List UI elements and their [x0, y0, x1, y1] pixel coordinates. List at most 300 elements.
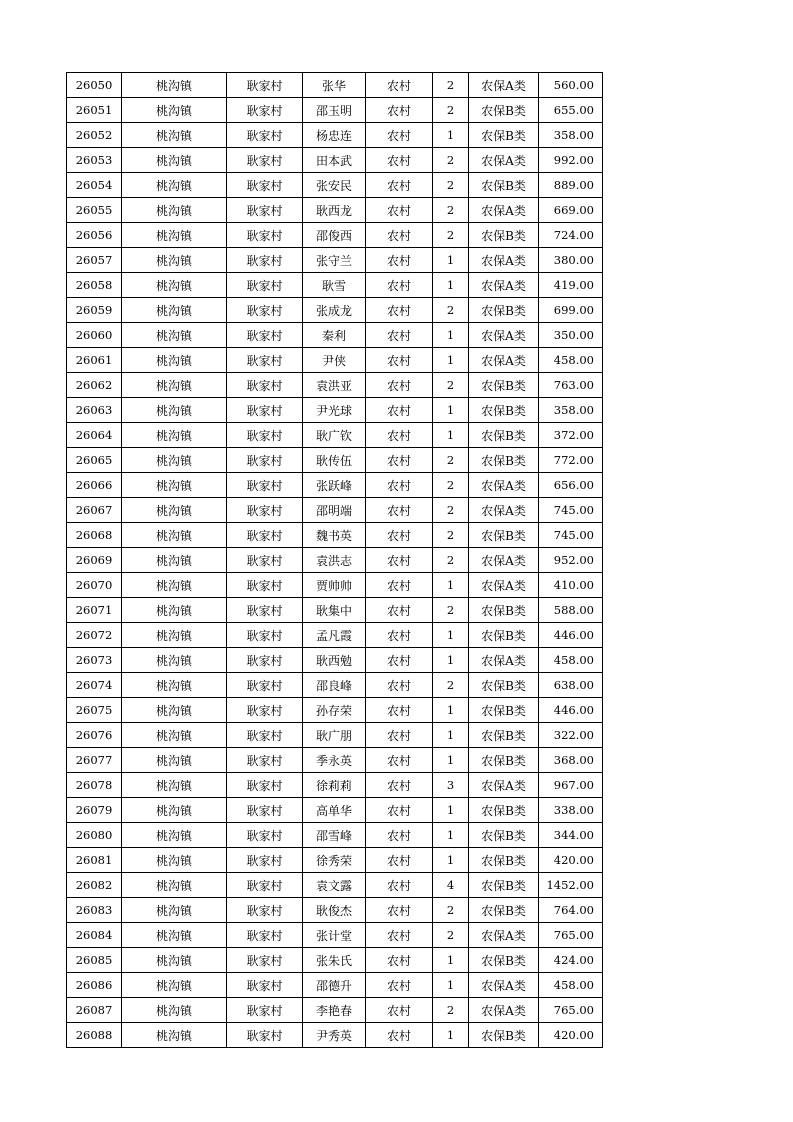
- village-cell: 耿家村: [227, 623, 303, 648]
- town-cell: 桃沟镇: [122, 448, 227, 473]
- household-type-cell: 农村: [366, 523, 433, 548]
- person-name-cell: 袁文露: [303, 873, 366, 898]
- village-cell: 耿家村: [227, 373, 303, 398]
- amount-cell: 419.00: [539, 273, 603, 298]
- record-id-cell: 26085: [67, 948, 122, 973]
- table-row: [67, 198, 603, 223]
- record-id-cell: 26064: [67, 423, 122, 448]
- record-id-cell: 26057: [67, 248, 122, 273]
- person-name-cell: 耿西勉: [303, 648, 366, 673]
- household-type-cell: 农村: [366, 148, 433, 173]
- insurance-category-cell: 农保B类: [469, 373, 539, 398]
- record-id-cell: 26076: [67, 723, 122, 748]
- amount-cell: 358.00: [539, 123, 603, 148]
- member-count-cell: 1: [433, 348, 469, 373]
- table-row: [67, 398, 603, 423]
- household-type-cell: 农村: [366, 723, 433, 748]
- insurance-category-cell: 农保B类: [469, 523, 539, 548]
- amount-cell: 446.00: [539, 623, 603, 648]
- table-row: [67, 598, 603, 623]
- amount-cell: 420.00: [539, 1023, 603, 1048]
- village-cell: 耿家村: [227, 323, 303, 348]
- amount-cell: 424.00: [539, 948, 603, 973]
- table-row: [67, 1023, 603, 1048]
- record-id-cell: 26077: [67, 748, 122, 773]
- person-name-cell: 尹侠: [303, 348, 366, 373]
- town-cell: 桃沟镇: [122, 473, 227, 498]
- town-cell: 桃沟镇: [122, 498, 227, 523]
- record-id-cell: 26079: [67, 798, 122, 823]
- town-cell: 桃沟镇: [122, 923, 227, 948]
- town-cell: 桃沟镇: [122, 148, 227, 173]
- household-type-cell: 农村: [366, 273, 433, 298]
- member-count-cell: 2: [433, 498, 469, 523]
- record-id-cell: 26055: [67, 198, 122, 223]
- member-count-cell: 1: [433, 798, 469, 823]
- record-id-cell: 26051: [67, 98, 122, 123]
- table-row: [67, 323, 603, 348]
- household-type-cell: 农村: [366, 448, 433, 473]
- table-row: [67, 898, 603, 923]
- record-id-cell: 26066: [67, 473, 122, 498]
- household-type-cell: 农村: [366, 823, 433, 848]
- table-row: [67, 448, 603, 473]
- household-type-cell: 农村: [366, 498, 433, 523]
- village-cell: 耿家村: [227, 648, 303, 673]
- village-cell: 耿家村: [227, 548, 303, 573]
- amount-cell: 765.00: [539, 923, 603, 948]
- person-name-cell: 张跃峰: [303, 473, 366, 498]
- member-count-cell: 2: [433, 298, 469, 323]
- town-cell: 桃沟镇: [122, 848, 227, 873]
- table-row: [67, 73, 603, 98]
- person-name-cell: 邵俊西: [303, 223, 366, 248]
- village-cell: 耿家村: [227, 673, 303, 698]
- village-cell: 耿家村: [227, 348, 303, 373]
- record-id-cell: 26073: [67, 648, 122, 673]
- member-count-cell: 2: [433, 98, 469, 123]
- insurance-category-cell: 农保B类: [469, 948, 539, 973]
- insurance-category-cell: 农保B类: [469, 748, 539, 773]
- village-cell: 耿家村: [227, 148, 303, 173]
- table-row: [67, 648, 603, 673]
- town-cell: 桃沟镇: [122, 398, 227, 423]
- person-name-cell: 张安民: [303, 173, 366, 198]
- town-cell: 桃沟镇: [122, 548, 227, 573]
- town-cell: 桃沟镇: [122, 198, 227, 223]
- table-row: [67, 873, 603, 898]
- person-name-cell: 张计堂: [303, 923, 366, 948]
- insurance-category-cell: 农保A类: [469, 973, 539, 998]
- town-cell: 桃沟镇: [122, 823, 227, 848]
- amount-cell: 380.00: [539, 248, 603, 273]
- member-count-cell: 2: [433, 173, 469, 198]
- town-cell: 桃沟镇: [122, 423, 227, 448]
- table-row: [67, 348, 603, 373]
- insurance-category-cell: 农保A类: [469, 198, 539, 223]
- person-name-cell: 孙存荣: [303, 698, 366, 723]
- village-cell: 耿家村: [227, 498, 303, 523]
- town-cell: 桃沟镇: [122, 898, 227, 923]
- table-row: [67, 923, 603, 948]
- person-name-cell: 杨忠连: [303, 123, 366, 148]
- town-cell: 桃沟镇: [122, 798, 227, 823]
- household-type-cell: 农村: [366, 298, 433, 323]
- table-row: [67, 148, 603, 173]
- table-row: [67, 473, 603, 498]
- amount-cell: 765.00: [539, 998, 603, 1023]
- member-count-cell: 2: [433, 448, 469, 473]
- household-type-cell: 农村: [366, 423, 433, 448]
- household-type-cell: 农村: [366, 198, 433, 223]
- insurance-category-cell: 农保B类: [469, 223, 539, 248]
- town-cell: 桃沟镇: [122, 873, 227, 898]
- amount-cell: 669.00: [539, 198, 603, 223]
- table-row: [67, 223, 603, 248]
- household-type-cell: 农村: [366, 648, 433, 673]
- town-cell: 桃沟镇: [122, 323, 227, 348]
- amount-cell: 967.00: [539, 773, 603, 798]
- member-count-cell: 2: [433, 73, 469, 98]
- village-cell: 耿家村: [227, 248, 303, 273]
- table-row: [67, 623, 603, 648]
- table-body: [67, 73, 603, 1048]
- person-name-cell: 邵雪峰: [303, 823, 366, 848]
- record-id-cell: 26053: [67, 148, 122, 173]
- person-name-cell: 邵德升: [303, 973, 366, 998]
- person-name-cell: 徐莉莉: [303, 773, 366, 798]
- village-cell: 耿家村: [227, 123, 303, 148]
- amount-cell: 656.00: [539, 473, 603, 498]
- village-cell: 耿家村: [227, 823, 303, 848]
- record-id-cell: 26084: [67, 923, 122, 948]
- insurance-category-cell: 农保B类: [469, 598, 539, 623]
- member-count-cell: 1: [433, 573, 469, 598]
- insurance-category-cell: 农保A类: [469, 273, 539, 298]
- person-name-cell: 耿广朋: [303, 723, 366, 748]
- person-name-cell: 孟凡霞: [303, 623, 366, 648]
- member-count-cell: 2: [433, 673, 469, 698]
- member-count-cell: 1: [433, 948, 469, 973]
- household-type-cell: 农村: [366, 573, 433, 598]
- member-count-cell: 2: [433, 373, 469, 398]
- record-id-cell: 26068: [67, 523, 122, 548]
- person-name-cell: 张朱氏: [303, 948, 366, 973]
- person-name-cell: 贾帅帅: [303, 573, 366, 598]
- village-cell: 耿家村: [227, 598, 303, 623]
- insurance-category-cell: 农保B类: [469, 123, 539, 148]
- person-name-cell: 耿广钦: [303, 423, 366, 448]
- table-row: [67, 498, 603, 523]
- household-type-cell: 农村: [366, 398, 433, 423]
- person-name-cell: 袁洪亚: [303, 373, 366, 398]
- amount-cell: 458.00: [539, 973, 603, 998]
- household-type-cell: 农村: [366, 348, 433, 373]
- record-id-cell: 26058: [67, 273, 122, 298]
- record-id-cell: 26067: [67, 498, 122, 523]
- household-type-cell: 农村: [366, 923, 433, 948]
- person-name-cell: 邵玉明: [303, 98, 366, 123]
- amount-cell: 338.00: [539, 798, 603, 823]
- village-cell: 耿家村: [227, 873, 303, 898]
- record-id-cell: 26086: [67, 973, 122, 998]
- amount-cell: 410.00: [539, 573, 603, 598]
- table-row: [67, 98, 603, 123]
- amount-cell: 655.00: [539, 98, 603, 123]
- person-name-cell: 耿西龙: [303, 198, 366, 223]
- table-row: [67, 948, 603, 973]
- member-count-cell: 1: [433, 323, 469, 348]
- person-name-cell: 秦利: [303, 323, 366, 348]
- town-cell: 桃沟镇: [122, 523, 227, 548]
- insurance-category-cell: 农保A类: [469, 498, 539, 523]
- insurance-category-cell: 农保A类: [469, 348, 539, 373]
- village-cell: 耿家村: [227, 948, 303, 973]
- table-row: [67, 373, 603, 398]
- person-name-cell: 季永英: [303, 748, 366, 773]
- member-count-cell: 1: [433, 248, 469, 273]
- household-type-cell: 农村: [366, 748, 433, 773]
- member-count-cell: 2: [433, 198, 469, 223]
- person-name-cell: 张华: [303, 73, 366, 98]
- member-count-cell: 4: [433, 873, 469, 898]
- town-cell: 桃沟镇: [122, 648, 227, 673]
- record-id-cell: 26056: [67, 223, 122, 248]
- table-row: [67, 573, 603, 598]
- member-count-cell: 1: [433, 398, 469, 423]
- household-type-cell: 农村: [366, 998, 433, 1023]
- insurance-category-cell: 农保A类: [469, 148, 539, 173]
- table-row: [67, 848, 603, 873]
- insurance-category-cell: 农保A类: [469, 648, 539, 673]
- household-type-cell: 农村: [366, 548, 433, 573]
- village-cell: 耿家村: [227, 1023, 303, 1048]
- town-cell: 桃沟镇: [122, 248, 227, 273]
- amount-cell: 952.00: [539, 548, 603, 573]
- amount-cell: 745.00: [539, 523, 603, 548]
- amount-cell: 368.00: [539, 748, 603, 773]
- insurance-category-cell: 农保A类: [469, 998, 539, 1023]
- village-cell: 耿家村: [227, 698, 303, 723]
- village-cell: 耿家村: [227, 198, 303, 223]
- table-row: [67, 248, 603, 273]
- member-count-cell: 1: [433, 623, 469, 648]
- household-type-cell: 农村: [366, 473, 433, 498]
- village-cell: 耿家村: [227, 773, 303, 798]
- record-id-cell: 26087: [67, 998, 122, 1023]
- table-row: [67, 273, 603, 298]
- household-type-cell: 农村: [366, 948, 433, 973]
- insurance-category-cell: 农保A类: [469, 473, 539, 498]
- village-cell: 耿家村: [227, 973, 303, 998]
- household-type-cell: 农村: [366, 973, 433, 998]
- member-count-cell: 2: [433, 148, 469, 173]
- household-type-cell: 农村: [366, 698, 433, 723]
- record-id-cell: 26070: [67, 573, 122, 598]
- household-type-cell: 农村: [366, 873, 433, 898]
- table-row: [67, 298, 603, 323]
- amount-cell: 458.00: [539, 348, 603, 373]
- village-cell: 耿家村: [227, 998, 303, 1023]
- town-cell: 桃沟镇: [122, 698, 227, 723]
- household-type-cell: 农村: [366, 898, 433, 923]
- village-cell: 耿家村: [227, 923, 303, 948]
- member-count-cell: 1: [433, 973, 469, 998]
- member-count-cell: 2: [433, 548, 469, 573]
- town-cell: 桃沟镇: [122, 998, 227, 1023]
- village-cell: 耿家村: [227, 798, 303, 823]
- member-count-cell: 3: [433, 773, 469, 798]
- household-type-cell: 农村: [366, 673, 433, 698]
- record-id-cell: 26059: [67, 298, 122, 323]
- town-cell: 桃沟镇: [122, 273, 227, 298]
- person-name-cell: 魏书英: [303, 523, 366, 548]
- town-cell: 桃沟镇: [122, 123, 227, 148]
- insurance-category-cell: 农保B类: [469, 448, 539, 473]
- insurance-category-cell: 农保B类: [469, 798, 539, 823]
- record-id-cell: 26062: [67, 373, 122, 398]
- table-row: [67, 798, 603, 823]
- amount-cell: 764.00: [539, 898, 603, 923]
- person-name-cell: 耿传伍: [303, 448, 366, 473]
- household-type-cell: 农村: [366, 373, 433, 398]
- town-cell: 桃沟镇: [122, 773, 227, 798]
- village-cell: 耿家村: [227, 523, 303, 548]
- village-cell: 耿家村: [227, 448, 303, 473]
- village-cell: 耿家村: [227, 73, 303, 98]
- table-row: [67, 973, 603, 998]
- household-type-cell: 农村: [366, 248, 433, 273]
- table-row: [67, 123, 603, 148]
- record-id-cell: 26082: [67, 873, 122, 898]
- village-cell: 耿家村: [227, 573, 303, 598]
- village-cell: 耿家村: [227, 223, 303, 248]
- amount-cell: 889.00: [539, 173, 603, 198]
- record-id-cell: 26063: [67, 398, 122, 423]
- member-count-cell: 1: [433, 1023, 469, 1048]
- household-type-cell: 农村: [366, 598, 433, 623]
- insurance-category-cell: 农保B类: [469, 173, 539, 198]
- member-count-cell: 2: [433, 923, 469, 948]
- amount-cell: 699.00: [539, 298, 603, 323]
- amount-cell: 420.00: [539, 848, 603, 873]
- record-id-cell: 26069: [67, 548, 122, 573]
- member-count-cell: 1: [433, 823, 469, 848]
- insurance-category-cell: 农保B类: [469, 898, 539, 923]
- record-id-cell: 26061: [67, 348, 122, 373]
- record-id-cell: 26072: [67, 623, 122, 648]
- record-id-cell: 26071: [67, 598, 122, 623]
- town-cell: 桃沟镇: [122, 623, 227, 648]
- person-name-cell: 尹光球: [303, 398, 366, 423]
- town-cell: 桃沟镇: [122, 373, 227, 398]
- town-cell: 桃沟镇: [122, 598, 227, 623]
- member-count-cell: 2: [433, 473, 469, 498]
- record-id-cell: 26052: [67, 123, 122, 148]
- town-cell: 桃沟镇: [122, 573, 227, 598]
- town-cell: 桃沟镇: [122, 223, 227, 248]
- member-count-cell: 2: [433, 223, 469, 248]
- table-row: [67, 548, 603, 573]
- village-cell: 耿家村: [227, 848, 303, 873]
- insurance-category-cell: 农保B类: [469, 673, 539, 698]
- person-name-cell: 袁洪志: [303, 548, 366, 573]
- member-count-cell: 1: [433, 648, 469, 673]
- member-count-cell: 2: [433, 898, 469, 923]
- insurance-category-cell: 农保A类: [469, 773, 539, 798]
- town-cell: 桃沟镇: [122, 748, 227, 773]
- member-count-cell: 2: [433, 998, 469, 1023]
- table-row: [67, 673, 603, 698]
- record-id-cell: 26081: [67, 848, 122, 873]
- insurance-category-cell: 农保B类: [469, 423, 539, 448]
- insurance-category-cell: 农保B类: [469, 98, 539, 123]
- village-cell: 耿家村: [227, 898, 303, 923]
- amount-cell: 322.00: [539, 723, 603, 748]
- village-cell: 耿家村: [227, 423, 303, 448]
- town-cell: 桃沟镇: [122, 348, 227, 373]
- insurance-category-cell: 农保A类: [469, 73, 539, 98]
- amount-cell: 446.00: [539, 698, 603, 723]
- household-type-cell: 农村: [366, 323, 433, 348]
- insurance-category-cell: 农保B类: [469, 398, 539, 423]
- record-id-cell: 26074: [67, 673, 122, 698]
- town-cell: 桃沟镇: [122, 173, 227, 198]
- member-count-cell: 1: [433, 848, 469, 873]
- amount-cell: 344.00: [539, 823, 603, 848]
- household-type-cell: 农村: [366, 73, 433, 98]
- person-name-cell: 张成龙: [303, 298, 366, 323]
- insurance-category-cell: 农保B类: [469, 873, 539, 898]
- table-row: [67, 773, 603, 798]
- insurance-category-cell: 农保B类: [469, 623, 539, 648]
- village-cell: 耿家村: [227, 173, 303, 198]
- amount-cell: 350.00: [539, 323, 603, 348]
- member-count-cell: 1: [433, 423, 469, 448]
- amount-cell: 372.00: [539, 423, 603, 448]
- table-row: [67, 698, 603, 723]
- amount-cell: 458.00: [539, 648, 603, 673]
- person-name-cell: 耿雪: [303, 273, 366, 298]
- amount-cell: 560.00: [539, 73, 603, 98]
- table-row: [67, 998, 603, 1023]
- insurance-category-cell: 农保A类: [469, 248, 539, 273]
- insurance-category-cell: 农保A类: [469, 548, 539, 573]
- insurance-category-cell: 农保B类: [469, 823, 539, 848]
- household-type-cell: 农村: [366, 773, 433, 798]
- household-type-cell: 农村: [366, 223, 433, 248]
- village-cell: 耿家村: [227, 273, 303, 298]
- village-cell: 耿家村: [227, 298, 303, 323]
- table-row: [67, 823, 603, 848]
- person-name-cell: 耿集中: [303, 598, 366, 623]
- insurance-category-cell: 农保A类: [469, 923, 539, 948]
- member-count-cell: 1: [433, 748, 469, 773]
- household-type-cell: 农村: [366, 1023, 433, 1048]
- household-type-cell: 农村: [366, 848, 433, 873]
- record-id-cell: 26083: [67, 898, 122, 923]
- town-cell: 桃沟镇: [122, 973, 227, 998]
- member-count-cell: 1: [433, 123, 469, 148]
- town-cell: 桃沟镇: [122, 73, 227, 98]
- record-id-cell: 26078: [67, 773, 122, 798]
- insurance-category-cell: 农保B类: [469, 1023, 539, 1048]
- town-cell: 桃沟镇: [122, 98, 227, 123]
- table-row: [67, 423, 603, 448]
- village-cell: 耿家村: [227, 473, 303, 498]
- record-id-cell: 26075: [67, 698, 122, 723]
- village-cell: 耿家村: [227, 98, 303, 123]
